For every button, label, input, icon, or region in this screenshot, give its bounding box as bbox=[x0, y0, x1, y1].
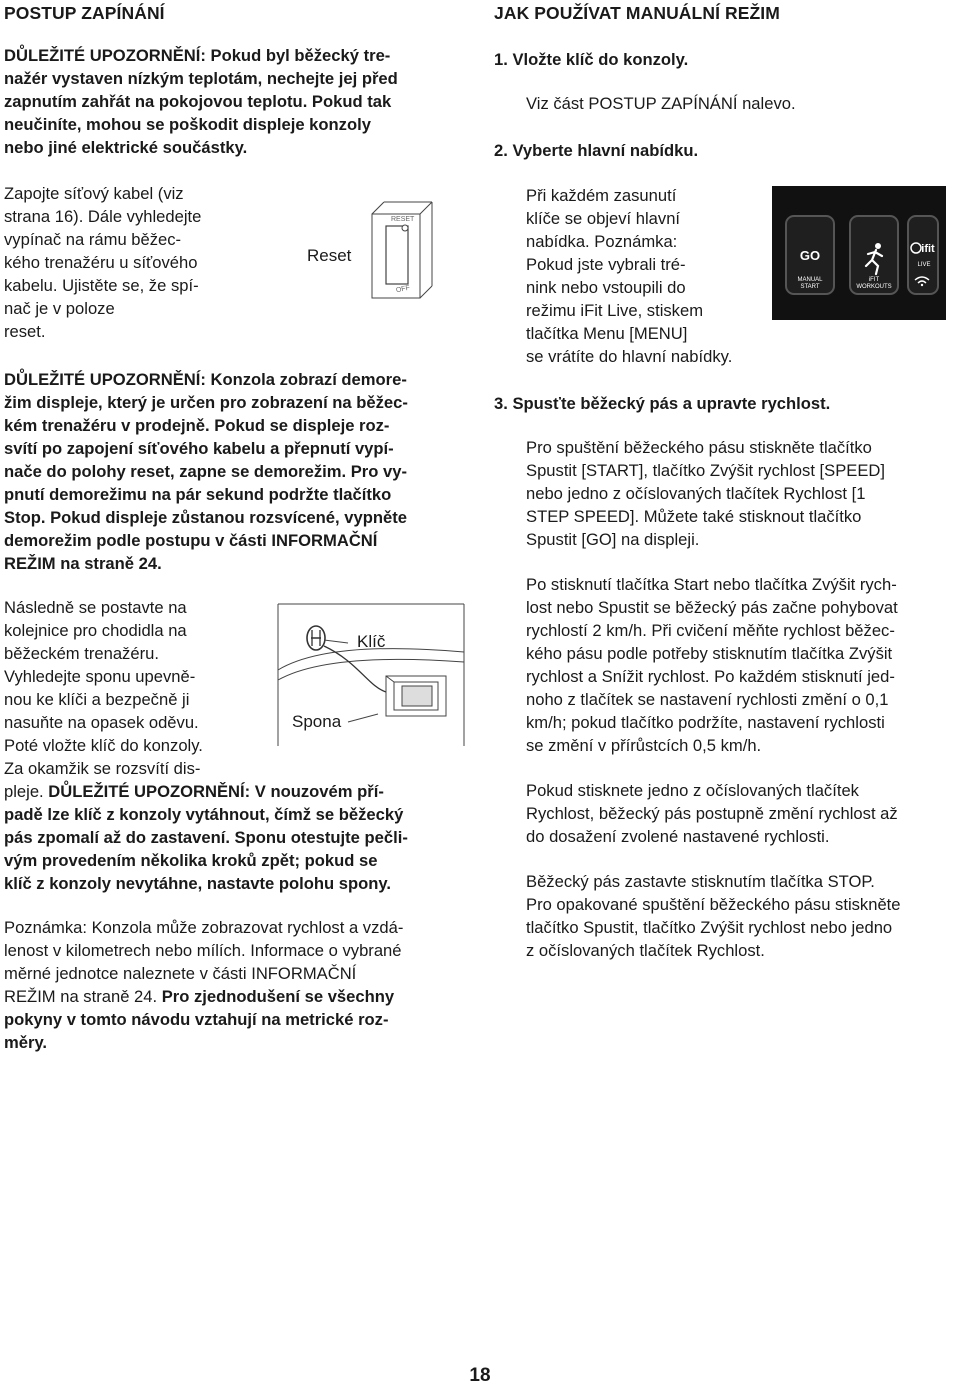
text-line: běžeckém trenažéru. bbox=[4, 644, 159, 663]
workouts-text: WORKOUTS bbox=[856, 284, 892, 290]
text-line: Poznámka: Konzola může zobrazovat rychlost a vzdá- bbox=[4, 918, 404, 937]
text-line: demorežim podle postupu v části INFORMAČNÍ bbox=[4, 531, 378, 550]
text-line: žim displeje, který je určen pro zobrazení na běžec- bbox=[4, 393, 408, 412]
text-normal: pleje. bbox=[4, 782, 49, 801]
text-line: STEP SPEED]. Můžete také stisknout tlačítko bbox=[526, 507, 862, 526]
text-line: kém trenažéru v prodejně. Pokud se displeje roz- bbox=[4, 416, 390, 435]
text-line: Pro spuštění běžeckého pásu stiskněte tlačítko bbox=[526, 438, 872, 457]
text-line: REŽIM na straně 24. bbox=[4, 554, 162, 573]
text-line: pás zpomalí až do zastavení. Sponu otestujte pečli- bbox=[4, 828, 408, 847]
text-line: reset. bbox=[4, 322, 46, 341]
page-number: 18 bbox=[469, 1365, 491, 1386]
text-line: lenost v kilometrech nebo mílích. Informace o vybrané bbox=[4, 941, 402, 960]
text-line: padě lze klíč z konzoly vytáhnout, čímž se běžecký bbox=[4, 805, 404, 824]
reset-label: Reset bbox=[307, 246, 352, 265]
text-line: nasuňte na opasek oděvu. bbox=[4, 713, 199, 732]
text-line: pokyny v tomto návodu vztahují na metrické roz- bbox=[4, 1010, 389, 1029]
text-line: nač je v poloze bbox=[4, 299, 115, 318]
text-line: tlačítka Menu [MENU] bbox=[526, 324, 688, 343]
text-bold: DŮLEŽITÉ UPOZORNĚNÍ: V nouzovém pří- bbox=[48, 782, 384, 801]
text-line: nink nebo vstoupili do bbox=[526, 278, 686, 297]
text-line: neučiníte, mohou se poškodit displeje konzoly bbox=[4, 115, 371, 134]
text-line: nabídka. Poznámka: bbox=[526, 232, 678, 251]
text-line: klíč z konzoly nevytáhne, nastavte polohu spony. bbox=[4, 874, 391, 893]
text-normal: REŽIM na straně 24. bbox=[4, 987, 162, 1006]
text-line: tlačítko Spustit, tlačítko Zvýšit rychlost nebo jedno bbox=[526, 918, 893, 937]
section-heading-manual-mode: JAK POUŽÍVAT MANUÁLNÍ REŽIM bbox=[494, 3, 780, 23]
text-line: nebo jedno z očíslovaných tlačítek Rychlost [1 bbox=[526, 484, 866, 503]
text-line: klíče se objeví hlavní bbox=[526, 209, 681, 228]
ifit-small-text: iFIT bbox=[868, 277, 880, 283]
text-line: noho z tlačítek se nastavení rychlosti změní o 0,1 bbox=[526, 690, 889, 709]
go-text: GO bbox=[799, 248, 821, 263]
section-heading-power-on: POSTUP ZAPÍNÁNÍ bbox=[4, 3, 165, 23]
text-line: do dosažení zvolené nastavené rychlosti. bbox=[526, 827, 830, 846]
text-line: rychlost a Snížit rychlost. Po každém stisknutí jed- bbox=[526, 667, 895, 686]
text-line: se změní v přírůstcích 0,5 km/h. bbox=[526, 736, 762, 755]
text-line: kého pásu podle potřeby stisknutím tlačítka Zvýšit bbox=[526, 644, 893, 663]
text-line: nou ke klíči a bezpečně ji bbox=[4, 690, 190, 709]
text-line: Následně se postavte na bbox=[4, 598, 187, 617]
switch-top-label: RESET bbox=[391, 216, 415, 223]
text-line: Zapojte síťový kabel (viz bbox=[4, 184, 184, 203]
text-line: režimu iFit Live, stiskem bbox=[526, 301, 704, 320]
text-line: rychlostí 2 km/h. Při cvičení měňte rychlost běžec- bbox=[526, 621, 895, 640]
text-line: zapnutím zahřát na pokojovou teplotu. Pokud tak bbox=[4, 92, 392, 111]
reset-switch-illustration bbox=[290, 186, 450, 326]
text-line: svítí po zapojení síťového kabelu a přepnutí vypí- bbox=[4, 439, 394, 458]
text-line: Při každém zasunutí bbox=[526, 186, 677, 205]
key-label: Klíč bbox=[357, 632, 386, 651]
text-line: nače do polohy reset, zapne se demorežim. Pro vy- bbox=[4, 462, 407, 481]
text-line: Pokud stisknete jedno z očíslovaných tlačítek bbox=[526, 781, 859, 800]
text-line: strana 16). Dále vyhledejte bbox=[4, 207, 202, 226]
step-2-title: 2. Vyberte hlavní nabídku. bbox=[494, 141, 699, 160]
text-line: se vrátíte do hlavní nabídky. bbox=[526, 347, 733, 366]
text-line: z očíslovaných tlačítek Rychlost. bbox=[526, 941, 765, 960]
safety-key-illustration bbox=[268, 600, 468, 750]
switch-bottom-label: OFF bbox=[395, 284, 411, 295]
text-line: Běžecký pás zastavte stisknutím tlačítka STOP. bbox=[526, 872, 875, 891]
text-line: Poté vložte klíč do konzoly. bbox=[4, 736, 203, 755]
text-line: Po stisknutí tlačítka Start nebo tlačítka Zvýšit rych- bbox=[526, 575, 897, 594]
text-line: nažér vystaven nízkým teplotám, nechejte jej před bbox=[4, 69, 398, 88]
console-menu-icon bbox=[772, 186, 946, 320]
start-text: START bbox=[800, 284, 820, 290]
text-line-mixed bbox=[4, 780, 384, 803]
text-bold: Pro zjednodušení se všechny bbox=[161, 987, 395, 1006]
text-line: kého trenažéru u síťového bbox=[4, 253, 198, 272]
text-line: Spustit [GO] na displeji. bbox=[526, 530, 700, 549]
live-text: LIVE bbox=[917, 262, 931, 268]
text-line: Pro opakované spuštění běžeckého pásu stiskněte bbox=[526, 895, 901, 914]
text-line: Stop. Pokud displeje zůstanou rozsvícené, vypněte bbox=[4, 508, 407, 527]
text-line: pnutí demorežimu na pár sekund podržte tlačítko bbox=[4, 485, 392, 504]
text-line: kolejnice pro chodidla na bbox=[4, 621, 187, 640]
text-line: DŮLEŽITÉ UPOZORNĚNÍ: Pokud byl běžecký tre- bbox=[4, 46, 391, 65]
text-line: nebo jiné elektrické součástky. bbox=[4, 138, 248, 157]
text-line: Rychlost, běžecký pás postupně změní rychlost až bbox=[526, 804, 898, 823]
step-3-title: 3. Spusťte běžecký pás a upravte rychlost. bbox=[494, 394, 831, 413]
console-main-menu-illustration bbox=[772, 186, 946, 320]
clip-label: Spona bbox=[292, 712, 342, 731]
svg-text:ifit: ifit bbox=[921, 243, 935, 255]
text-line: měrné jednotce naleznete v části INFORMAČNÍ bbox=[4, 964, 357, 983]
text-line: lost nebo Spustit se běžecký pás začne pohybovat bbox=[526, 598, 898, 617]
text-line: vypínač na rámu běžec- bbox=[4, 230, 182, 249]
text-line: Vyhledejte sponu upevně- bbox=[4, 667, 196, 686]
text-line: Pokud jste vybrali tré- bbox=[526, 255, 686, 274]
text-line: Spustit [START], tlačítko Zvýšit rychlost [SPEED] bbox=[526, 461, 886, 480]
manual-text: MANUAL bbox=[797, 277, 823, 283]
text-line-mixed bbox=[4, 985, 394, 1008]
step-1-text: Viz část POSTUP ZAPÍNÁNÍ nalevo. bbox=[526, 94, 796, 113]
text-line: kabelu. Ujistěte se, že spí- bbox=[4, 276, 199, 295]
text-line: DŮLEŽITÉ UPOZORNĚNÍ: Konzola zobrazí demore- bbox=[4, 370, 407, 389]
text-line: měry. bbox=[4, 1033, 48, 1052]
step-1-title: 1. Vložte klíč do konzoly. bbox=[494, 50, 689, 69]
text-line: km/h; pokud tlačítko podržíte, nastavení rychlosti bbox=[526, 713, 885, 732]
text-line: vým provedením několika kroků zpět; pokud se bbox=[4, 851, 378, 870]
text-line: Za okamžik se rozsvítí dis- bbox=[4, 759, 201, 778]
